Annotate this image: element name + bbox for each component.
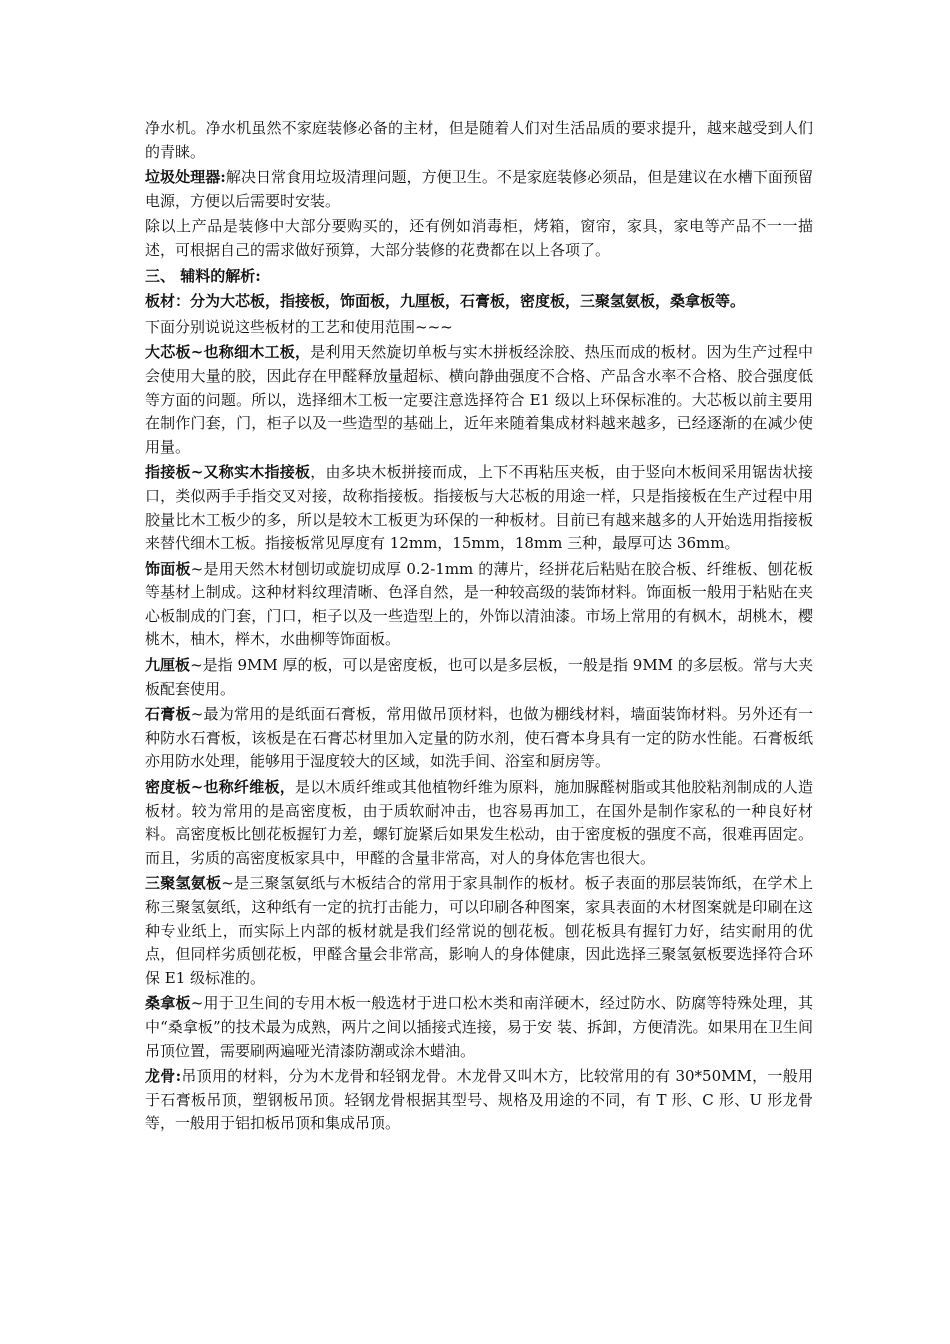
paragraph-text: ，由多块木板拼接而成，上下不再粘压夹板，由于竖向木板间采用锯齿状接口，类似两手手指交叉对接，故称指接板。指接板与大芯板的用途一样，只是指接板在生产过程中用胶量比木工板少的多，所以是较木工板更为环保的一种板材。目前已有越来越多的人开始选用指接板来替代细木工板。指接板常见厚度有 12mm，15mm，18mm 三种，最厚可达 36mm。 — [145, 463, 813, 553]
paragraph-text: ~用于卫生间的专用木板一般选材于进口松木类和南洋硬木，经过防水、防腐等特殊处理，其中“桑拿板”的技术最为成熟，两片之间以插接式连接，易于安 装、拆卸，方便清洗。如果用在卫生间吊顶位置，需要刷两遍哑光清漆防潮或涂木蜡油。 — [145, 994, 813, 1060]
term-label: 石膏板 — [145, 705, 191, 724]
term-label: 桑拿板 — [145, 994, 191, 1013]
term-label: 指接板~又称实木指接板 — [145, 463, 311, 482]
paragraph-text: 净水机。净水机虽然不家庭装修必备的主材，但是随着人们对生活品质的要求提升，越来越受到人们的青睐。 — [145, 119, 813, 161]
board-intro: 下面分别说说这些板材的工艺和使用范围~~~ — [145, 317, 453, 336]
material-keel — [145, 1065, 813, 1136]
paragraph-text: ~最为常用的是纸面石膏板，常用做吊顶材料，也做为棚线材料，墙面装饰材料。另外还有一种防水石膏板，该板是在石膏芯材里加入定量的防水剂，使石膏本身具有一定的防水性能。石膏板纸亦用防水处理，能够用于湿度较大的区域，如洗手间、浴室和厨房等。 — [145, 705, 813, 771]
term-label: 饰面板 — [145, 559, 191, 578]
paragraph-text: 解决日常食用垃圾清理问题，方便卫生。不是家庭装修必须品，但是建议在水槽下面预留电源，方便以后需要时安装。 — [145, 168, 813, 210]
paragraph-other-products — [145, 215, 813, 262]
term-label: 龙骨: — [145, 1067, 182, 1086]
paragraph-garbage-disposer — [145, 166, 813, 213]
material-veneer-board — [145, 558, 813, 652]
material-9mm-board — [145, 654, 813, 701]
material-density-board — [145, 776, 813, 870]
paragraph-text: 吊顶用的材料，分为木龙骨和轻钢龙骨。木龙骨又叫木方，比较常用的有 30*50MM，一般用于石膏板吊顶，塑钢板吊顶。轻钢龙骨根据其型号、规格及用途的不同，有 T 形、C 形、U 形龙骨等，一般用于铝扣板吊顶和集成吊顶。 — [145, 1067, 813, 1133]
paragraph-text: ~是指 9MM 厚的板，可以是密度板，也可以是多层板，一般是指 9MM 的多层板。常与大夹板配套使用。 — [145, 656, 813, 698]
material-sauna-board — [145, 992, 813, 1063]
paragraph-water-purifier — [145, 117, 813, 164]
board-summary: 板材：分为大芯板，指接板，饰面板，九厘板，石膏板，密度板，三聚氢氨板，桑拿板等。 — [145, 292, 746, 311]
material-melamine-board — [145, 872, 813, 990]
term-label: 三聚氢氨板 — [145, 874, 222, 893]
section-heading: 三、 辅料的解析: — [145, 266, 261, 285]
term-label: 密度板~也称纤维板， — [145, 778, 295, 797]
paragraph-text: ~是用天然木材刨切或旋切成厚 0.2-1mm 的薄片，经拼花后粘贴在胶合板、纤维板、刨花板等基材上制成。这种材料纹理清晰、色泽自然，是一种较高级的装饰材料。饰面板一般用于粘贴在夹心板制成的门套，门口，柜子以及一些造型上的，外饰以清油漆。市场上常用的有枫木，胡桃木，樱桃木，柚木，榉木，水曲柳等饰面板。 — [145, 559, 813, 649]
term-label: 九厘板 — [145, 656, 191, 675]
document-page — [145, 117, 813, 1136]
paragraph-text: 是以木质纤维或其他植物纤维为原料，施加脲醛树脂或其他胶粘剂制成的人造板材。较为常用的是高密度板，由于质软耐冲击，也容易再加工，在国外是制作家私的一种良好材料。高密度板比刨花板握钉力差，螺钉旋紧后如果发生松动，由于密度板的强度不高，很难再固定。而且，劣质的高密度板家具中，甲醛的含量非常高，对人的身体危害也很大。 — [145, 778, 813, 867]
term-label: 大芯板~也称细木工板， — [145, 343, 311, 362]
paragraph-text: ~是三聚氢氨纸与木板结合的常用于家具制作的板材。板子表面的那层装饰纸，在学术上称三聚氢氨纸，这种纸有一定的抗打击能力，可以印刷各种图案，家具表面的木材图案就是印刷在这种专业纸上，而实际上内部的板材就是我们经常说的刨花板。刨花板具有握钉力好，结实耐用的优点，但同样劣质刨花板，甲醛含量会非常高，影响人的身体健康，因此选择三聚氢氨板要选择符合环保 E1 级标准的。 — [145, 874, 813, 987]
material-finger-joint-board — [145, 461, 813, 555]
material-blockboard — [145, 341, 813, 459]
term-label: 垃圾处理器: — [145, 168, 226, 187]
paragraph-text: 是利用天然旋切单板与实木拼板经涂胶、热压而成的板材。因为生产过程中会使用大量的胶，因此存在甲醛释放量超标、横向静曲强度不合格、产品含水率不合格、胶合强度低等方面的问题。所以，选择细木工板一定要注意选择符合 E1 级以上环保标准的。大芯板以前主要用在制作门套，门，柜子以及一些造型的基础上，近年来随着集成材料越来越多，已经逐渐的在减少使用量。 — [145, 343, 813, 456]
material-gypsum-board — [145, 703, 813, 774]
paragraph-text: 除以上产品是装修中大部分要购买的，还有例如消毒柜，烤箱，窗帘，家具，家电等产品不一一描述，可根据自己的需求做好预算，大部分装修的花费都在以上各项了。 — [145, 217, 813, 259]
